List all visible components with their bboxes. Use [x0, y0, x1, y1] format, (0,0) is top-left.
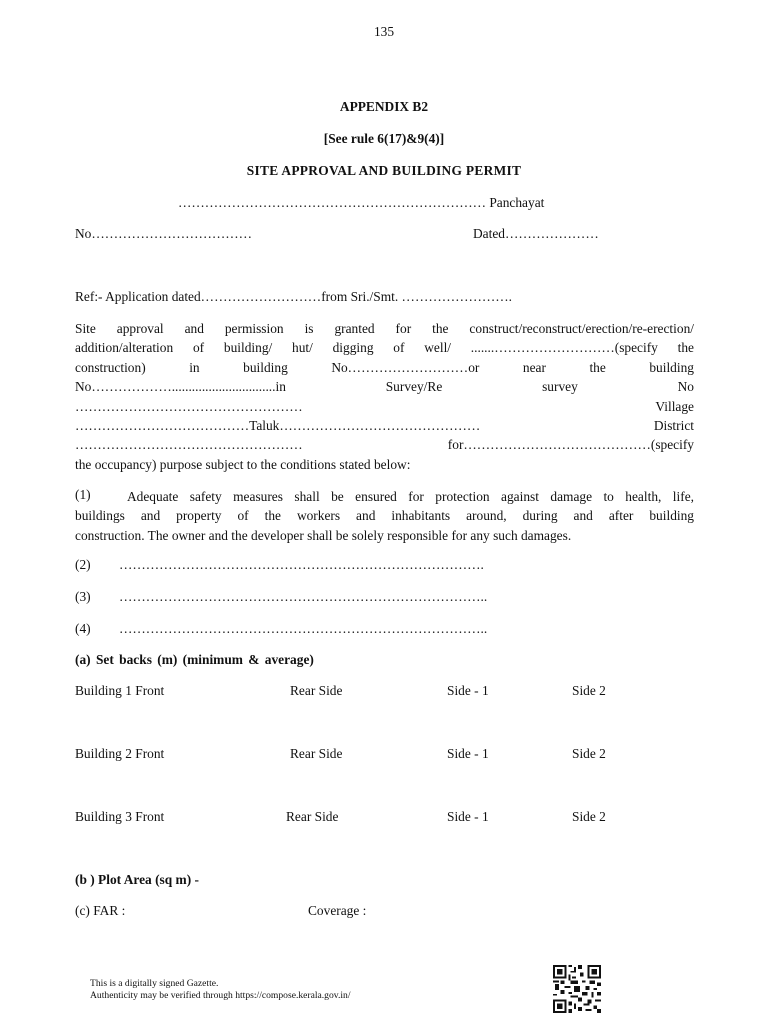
- qr-code-icon: [553, 965, 601, 1013]
- setback-building-3: Building 3 Front: [75, 809, 165, 824]
- panchayat-line: …………………………………………………………… Panchayat: [178, 195, 545, 210]
- condition-3-number: (3): [75, 589, 91, 604]
- setback-side2-3: Side 2: [572, 809, 606, 824]
- condition-1-line: buildings and property of the workers and inhabitants around, during and after building: [75, 508, 694, 524]
- footer-line-1: This is a digitally signed Gazette.: [90, 978, 219, 989]
- grant-line: …………………………………………… Village: [75, 398, 694, 414]
- grant-line: …………………………………Taluk……………………………………… District: [75, 418, 694, 434]
- setback-building-1: Building 1 Front: [75, 683, 165, 698]
- coverage-label: Coverage :: [308, 903, 367, 918]
- plot-area-label: (b ) Plot Area (sq m) -: [75, 872, 199, 887]
- setback-side1-3: Side - 1: [447, 809, 489, 824]
- condition-1-final-line: construction. The owner and the developer shall be solely responsible for any such damages.: [75, 527, 572, 543]
- setback-side2-1: Side 2: [572, 683, 606, 698]
- grant-line: addition/alteration of building/ hut/ digging of well/ .......………………………(specify the: [75, 340, 694, 356]
- dated-field: Dated…………………: [473, 226, 599, 241]
- condition-4-number: (4): [75, 621, 91, 636]
- footer-line-2: Authenticity may be verified through https://compose.kerala.gov.in/: [90, 990, 351, 1001]
- rule-reference: [See rule 6(17)&9(4)]: [323, 131, 445, 146]
- far-label: (c) FAR :: [75, 903, 126, 918]
- setback-rear-3: Rear Side: [286, 809, 339, 824]
- number-field: No………………………………: [75, 226, 253, 241]
- condition-2-blank: ……………………………………………………………………….: [119, 557, 484, 572]
- setback-side2-2: Side 2: [572, 746, 606, 761]
- grant-line: Site approval and permission is granted for the construct/reconstruct/erection/re-erection/: [75, 321, 694, 336]
- grant-paragraph: [75, 319, 694, 474]
- condition-3-blank: ………………………………………………………………………..: [119, 589, 488, 604]
- footer-note: [90, 978, 350, 1002]
- condition-2-number: (2): [75, 557, 91, 572]
- setback-side1-2: Side - 1: [447, 746, 489, 761]
- reference-line: Ref:- Application dated………………………from Sri./Smt. …………………….: [75, 289, 513, 304]
- condition-1-text: [75, 487, 694, 545]
- grant-line: No………………...............................in Survey/Re survey No: [75, 379, 694, 395]
- setback-side1-1: Side - 1: [447, 683, 489, 698]
- condition-1-line: Adequate safety measures shall be ensured for protection against damage to health, life,: [127, 489, 694, 504]
- grant-line: …………………………………………… for……………………………………(specify: [75, 437, 694, 453]
- grant-final-line: the occupancy) purpose subject to the conditions stated below:: [75, 456, 411, 472]
- setback-building-2: Building 2 Front: [75, 746, 165, 761]
- document-title: SITE APPROVAL AND BUILDING PERMIT: [246, 163, 522, 178]
- setbacks-heading: (a) Set backs (m) (minimum & average): [75, 652, 314, 667]
- condition-4-blank: ………………………………………………………………………..: [119, 621, 488, 636]
- page-number: 135: [373, 24, 395, 39]
- setback-rear-1: Rear Side: [290, 683, 343, 698]
- setback-rear-2: Rear Side: [290, 746, 343, 761]
- grant-line: construction) in building No………………………or near the building: [75, 359, 694, 375]
- condition-1-number: (1): [75, 487, 91, 502]
- appendix-heading: APPENDIX B2: [339, 99, 429, 114]
